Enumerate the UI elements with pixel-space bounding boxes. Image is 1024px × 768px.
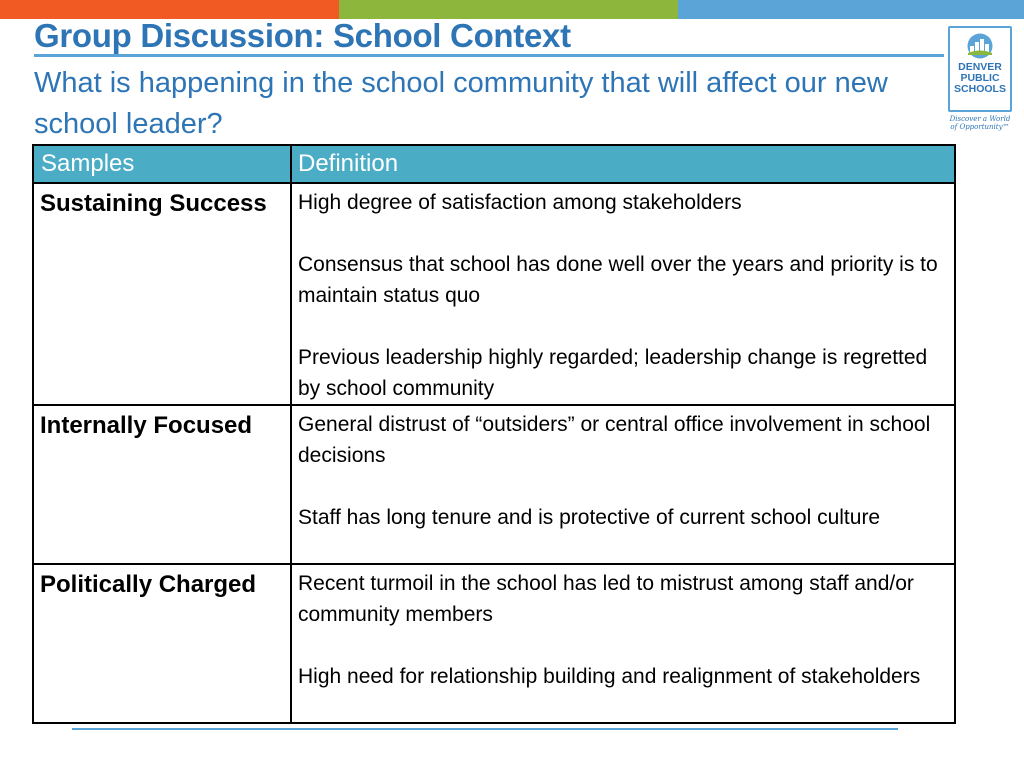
logo-wordmark: DENVER PUBLIC SCHOOLS: [954, 61, 1006, 95]
slide-title: Group Discussion: School Context: [34, 17, 571, 54]
column-header-definition: Definition: [291, 145, 955, 183]
district-logo: [948, 26, 1012, 131]
sample-cell: [33, 183, 291, 405]
column-header-samples: Samples: [33, 145, 291, 183]
definition-text: Staff has long tenure and is protective of current school culture: [298, 506, 881, 529]
definition-text: Recent turmoil in the school has led to mistrust among staff and/or community members: [298, 572, 914, 626]
table-header-row: [33, 145, 955, 183]
sample-label: Sustaining Success: [40, 190, 267, 217]
definition-text: Consensus that school has done well over the years and priority is to maintain status quo: [298, 253, 938, 307]
city-skyline-icon: [964, 33, 996, 59]
sample-label: Politically Charged: [40, 571, 257, 598]
table-row: [33, 564, 955, 723]
logo-tagline: Discover a World of Opportunity™: [949, 115, 1011, 131]
logo-frame: [948, 26, 1012, 112]
definition-text: High degree of satisfaction among stakeholders: [298, 191, 742, 214]
context-table: [32, 144, 956, 724]
table-row: [33, 183, 955, 405]
definition-text: High need for relationship building and realignment of stakeholders: [298, 665, 921, 688]
definition-cell: [291, 183, 955, 405]
table-row: [33, 405, 955, 564]
sample-label: Internally Focused: [40, 412, 253, 439]
sample-cell: [33, 564, 291, 723]
sample-cell: [33, 405, 291, 564]
slide-subtitle: What is happening in the school community that will affect our new school leader?: [34, 67, 888, 140]
title-underline: [34, 54, 944, 57]
definition-cell: [291, 564, 955, 723]
top-bar-blue: [678, 0, 1024, 19]
definition-text: Previous leadership highly regarded; leadership change is regretted by school community: [298, 346, 928, 400]
footer-rule: [72, 728, 898, 730]
definition-text: General distrust of “outsiders” or central office involvement in school decisions: [298, 413, 931, 467]
definition-cell: [291, 405, 955, 564]
